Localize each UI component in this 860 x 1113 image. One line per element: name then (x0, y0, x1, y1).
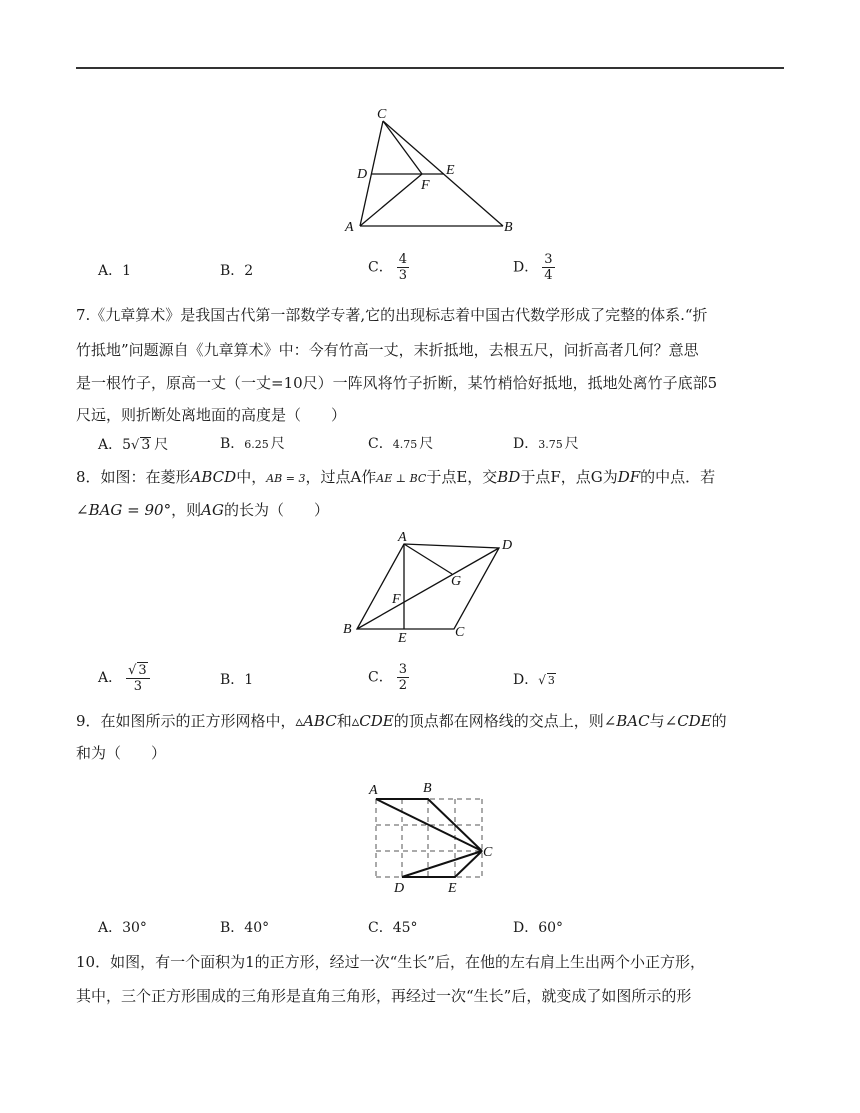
q7-line-3: 是一根竹子，原高一丈（一丈=10尺）一阵风将竹子折断，某竹梢恰好抵地，抵地处离竹子底部5 (76, 374, 718, 392)
q8-text-2b: 的长为（ ） (223, 501, 329, 519)
q7-option-a: A．5√ 3 尺 (98, 437, 169, 453)
q9-angle-cde: ∠CDE (664, 712, 712, 730)
q7-option-b-prefix: B． (220, 436, 245, 452)
q6-option-a: A．1 (98, 263, 132, 279)
q7-option-b-unit: 尺 (270, 436, 285, 452)
q9-text-1e: 的 (711, 712, 727, 730)
segment-ag (404, 544, 452, 574)
q6-option-c-denominator: 3 (398, 268, 407, 283)
label-e: E (446, 163, 455, 178)
q8-option-d-radicand: 3 (547, 674, 555, 687)
q7-option-c-prefix: C． (368, 436, 393, 452)
q8-bd: BD (497, 468, 521, 486)
label-c: C (483, 845, 493, 860)
label-d: D (357, 167, 368, 182)
triangle-cde (402, 851, 482, 877)
header-rule (76, 67, 784, 69)
q6-option-d-numerator: 3 (544, 252, 553, 267)
q6-option-b: B．2 (220, 263, 254, 279)
q8-df: DF (617, 468, 641, 486)
diagonal-bd (357, 548, 499, 629)
q8-option-a-numerator: √ 3 (126, 662, 150, 679)
q9-line-1 (76, 714, 727, 729)
q7-option-c-value: 4.75 (392, 438, 418, 451)
label-c: C (455, 625, 465, 640)
q7-option-a-radicand: 3 (141, 437, 151, 453)
grid-figure-q9 (360, 776, 505, 898)
label-b: B (343, 622, 352, 637)
q8-text-1e: 于点F，点G为 (520, 468, 618, 486)
q8-option-a (98, 662, 150, 694)
q6-option-d-denominator: 4 (544, 268, 553, 283)
q6-option-c (368, 252, 409, 283)
label-a: A (345, 220, 354, 235)
q9-option-b: B．40° (220, 920, 270, 936)
q7-option-c (368, 437, 433, 452)
q8-option-c-numerator: 3 (398, 662, 407, 677)
q7-option-d (513, 437, 579, 452)
label-e: E (448, 881, 457, 896)
q9-option-c: C．45° (368, 920, 418, 936)
q8-rhombus-name: ABCD (190, 468, 237, 486)
label-f: F (421, 178, 430, 193)
q8-option-b: B．1 (220, 672, 254, 688)
label-g: G (451, 574, 462, 589)
q7-option-a-prefix: A． (98, 437, 123, 453)
q8-text-1f: 的中点．若 (640, 468, 716, 486)
segment-cf (383, 121, 422, 174)
q7-line-1: 7.《九章算术》是我国古代第一部数学专著,它的出现标志着中国古代数学形成了完整的体系.“折 (76, 306, 708, 324)
label-a: A (369, 783, 378, 798)
q9-line-2: 和为（ ） (76, 744, 167, 762)
q8-option-a-radicand: 3 (138, 663, 147, 678)
q9-option-d: D．60° (513, 920, 564, 936)
label-f: F (392, 592, 401, 607)
q8-option-a-prefix: A． (98, 670, 123, 686)
label-d: D (394, 881, 405, 896)
q8-text-2a: ，则 (171, 501, 202, 519)
q8-perpendicular: AE ⊥ BC (376, 472, 427, 485)
label-a: A (398, 530, 407, 545)
rhombus-figure-q8 (340, 528, 530, 646)
q7-option-a-coef: 5 (122, 437, 132, 453)
q8-option-d: D．√ 3 (513, 672, 555, 688)
q8-option-c (368, 662, 409, 693)
triangle-figure-q6 (340, 100, 530, 240)
q8-option-a-denominator: 3 (133, 679, 143, 694)
label-c: C (377, 107, 387, 122)
q6-option-d-fraction (542, 252, 554, 283)
q8-option-c-prefix: C． (368, 669, 393, 686)
q8-option-c-denominator: 2 (398, 678, 407, 693)
q6-option-c-prefix: C． (368, 259, 393, 276)
q8-text-1c: ，过点A作 (305, 468, 377, 486)
q8-text-1b: 中， (236, 468, 267, 486)
q10-line-2: 其中，三个正方形围成的三角形是直角三角形，再经过一次“生长”后，就变成了如图所示的形 (76, 987, 692, 1005)
q9-text-1c: 的顶点都在网格线的交点上，则 (393, 712, 604, 730)
label-b: B (504, 220, 513, 235)
label-b: B (423, 781, 432, 796)
q9-text-1d: 与 (649, 712, 665, 730)
q8-option-c-fraction (397, 662, 409, 693)
q9-angle-bac: ∠BAC (603, 712, 650, 730)
q9-triangle-cde: ▵CDE (351, 712, 394, 730)
q6-option-d (513, 252, 555, 283)
q9-text-1a: 9．在如图所示的正方形网格中， (76, 712, 296, 730)
q7-option-b-value: 6.25 (244, 438, 269, 451)
q8-text-1d: 于点E，交 (426, 468, 498, 486)
q7-option-b (220, 437, 285, 452)
q8-option-d-prefix: D． (513, 672, 539, 688)
q8-text-1a: 8．如图：在菱形 (76, 468, 191, 486)
q10-line-1: 10．如图，有一个面积为1的正方形，经过一次“生长”后，在他的左右肩上生出两个小正方形， (76, 953, 705, 971)
q6-option-d-prefix: D． (513, 259, 539, 276)
label-d: D (502, 538, 513, 553)
q6-option-c-numerator: 4 (398, 252, 407, 267)
q7-option-a-unit: 尺 (154, 437, 169, 453)
q8-line-1 (76, 470, 715, 486)
q9-triangle-abc: ▵ABC (295, 712, 337, 730)
q8-ag: AG (201, 501, 224, 519)
q7-line-4: 尺远，则折断处离地面的高度是（ ） (76, 406, 347, 424)
q6-option-c-fraction (397, 252, 409, 283)
q9-text-1b: 和 (336, 712, 352, 730)
q8-ab-value: AB = 3 (266, 472, 306, 485)
q7-line-2: 竹抵地”问题源自《九章算术》中：今有竹高一丈，末折抵地，去根五尺，问折高者几何？意思 (76, 341, 699, 359)
q7-option-c-unit: 尺 (419, 436, 434, 452)
q8-option-a-fraction (126, 662, 150, 694)
q7-option-d-prefix: D． (513, 436, 539, 452)
label-e: E (398, 631, 407, 646)
q7-option-d-unit: 尺 (564, 436, 579, 452)
q8-line-2 (76, 503, 329, 518)
q7-option-d-value: 3.75 (538, 438, 563, 451)
q9-option-a: A．30° (98, 920, 147, 936)
q8-angle-bag: ∠BAG = 90° (76, 501, 172, 519)
